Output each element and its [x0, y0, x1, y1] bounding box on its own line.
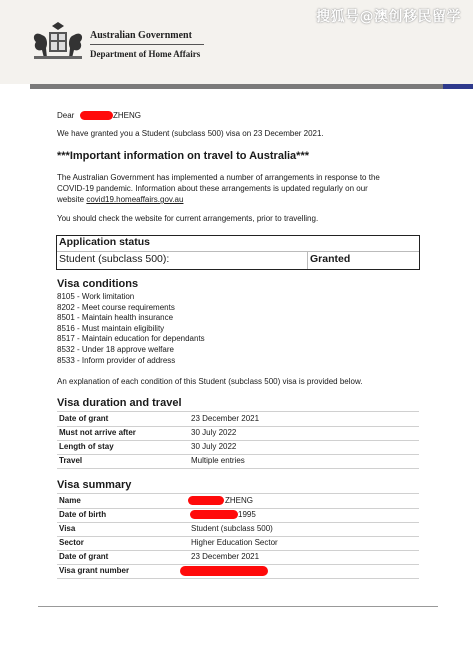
- row-label: Must not arrive after: [59, 428, 136, 437]
- row-label: Name: [59, 496, 81, 505]
- government-name: Australian Government: [90, 30, 192, 41]
- website-prefix: website: [57, 195, 87, 204]
- table-row: [57, 440, 419, 455]
- redacted-given-name-summary: [188, 496, 224, 505]
- application-visa-label: Student (subclass 500):: [59, 253, 170, 265]
- letterhead-divider: [90, 44, 204, 45]
- department-name: Department of Home Affairs: [90, 49, 201, 59]
- greeting-surname: ZHENG: [113, 111, 141, 120]
- condition-item: 8202 - Meet course requirements: [57, 302, 175, 312]
- status-column-divider: [307, 252, 308, 269]
- row-label: Date of birth: [59, 510, 107, 519]
- visa-conditions-title: Visa conditions: [57, 278, 139, 290]
- table-row: [57, 508, 419, 523]
- letterhead: [0, 0, 473, 84]
- covid-paragraph-line-3: [57, 194, 183, 205]
- header-bar-blue: [443, 84, 473, 89]
- application-status-value: Granted: [310, 253, 351, 265]
- grant-sentence: We have granted you a Student (subclass 500) visa on 23 December 2021.: [57, 129, 324, 138]
- condition-item: 8516 - Must maintain eligibility: [57, 323, 165, 333]
- row-label: Sector: [59, 538, 84, 547]
- coat-of-arms-icon: [30, 22, 86, 62]
- row-label: Date of grant: [59, 414, 109, 423]
- row-label: Visa: [59, 524, 76, 533]
- covid-paragraph-line-2: COVID-19 pandemic. Information about these arrangements is updated regularly on our: [57, 184, 368, 193]
- redacted-given-name: [80, 111, 113, 120]
- row-value: 30 July 2022: [191, 428, 237, 437]
- redacted-date-of-birth: [190, 510, 238, 519]
- table-row: [57, 426, 419, 441]
- greeting-word: Dear: [57, 111, 75, 120]
- row-value: 30 July 2022: [191, 442, 237, 451]
- row-value: ZHENG: [225, 496, 253, 505]
- condition-item: 8517 - Maintain education for dependants: [57, 334, 205, 344]
- row-value: 23 December 2021: [191, 552, 260, 561]
- redacted-visa-grant-number: [180, 566, 268, 576]
- row-label: Date of grant: [59, 552, 109, 561]
- visa-summary-title: Visa summary: [57, 479, 132, 491]
- table-row: [57, 522, 419, 537]
- row-label: Length of stay: [59, 442, 114, 451]
- row-value: Higher Education Sector: [191, 538, 278, 547]
- table-row: [57, 454, 419, 469]
- row-label: Travel: [59, 456, 83, 465]
- table-row: [57, 536, 419, 551]
- duration-title: Visa duration and travel: [57, 397, 182, 409]
- row-value: 23 December 2021: [191, 414, 260, 423]
- table-row: [57, 494, 419, 509]
- condition-item: 8501 - Maintain health insurance: [57, 313, 174, 323]
- header-bar-gray: [30, 84, 443, 89]
- greeting: [57, 110, 74, 121]
- row-value: Student (subclass 500): [191, 524, 273, 533]
- table-row: [57, 550, 419, 565]
- condition-item: 8532 - Under 18 approve welfare: [57, 345, 174, 354]
- covid-website-link[interactable]: covid19.homeaffairs.gov.au: [86, 195, 184, 204]
- check-website-line: You should check the website for current arrangements, prior to travelling.: [57, 214, 319, 223]
- application-status-title: Application status: [59, 236, 151, 248]
- watermark-text: 搜狐号@澳创移民留学: [316, 9, 461, 25]
- condition-item: 8105 - Work limitation: [57, 292, 135, 301]
- important-heading: ***Important information on travel to Australia***: [57, 150, 310, 162]
- covid-paragraph-line-1: The Australian Government has implemented a number of arrangements in response to the: [57, 173, 380, 182]
- row-label: Visa grant number: [59, 566, 130, 575]
- row-value: 1995: [238, 510, 256, 519]
- footer-divider: [38, 606, 438, 607]
- conditions-explanation: An explanation of each condition of this Student (subclass 500) visa is provided below.: [57, 377, 363, 386]
- condition-item: 8533 - Inform provider of address: [57, 355, 176, 365]
- table-row: [57, 412, 419, 427]
- row-value: Multiple entries: [191, 456, 245, 465]
